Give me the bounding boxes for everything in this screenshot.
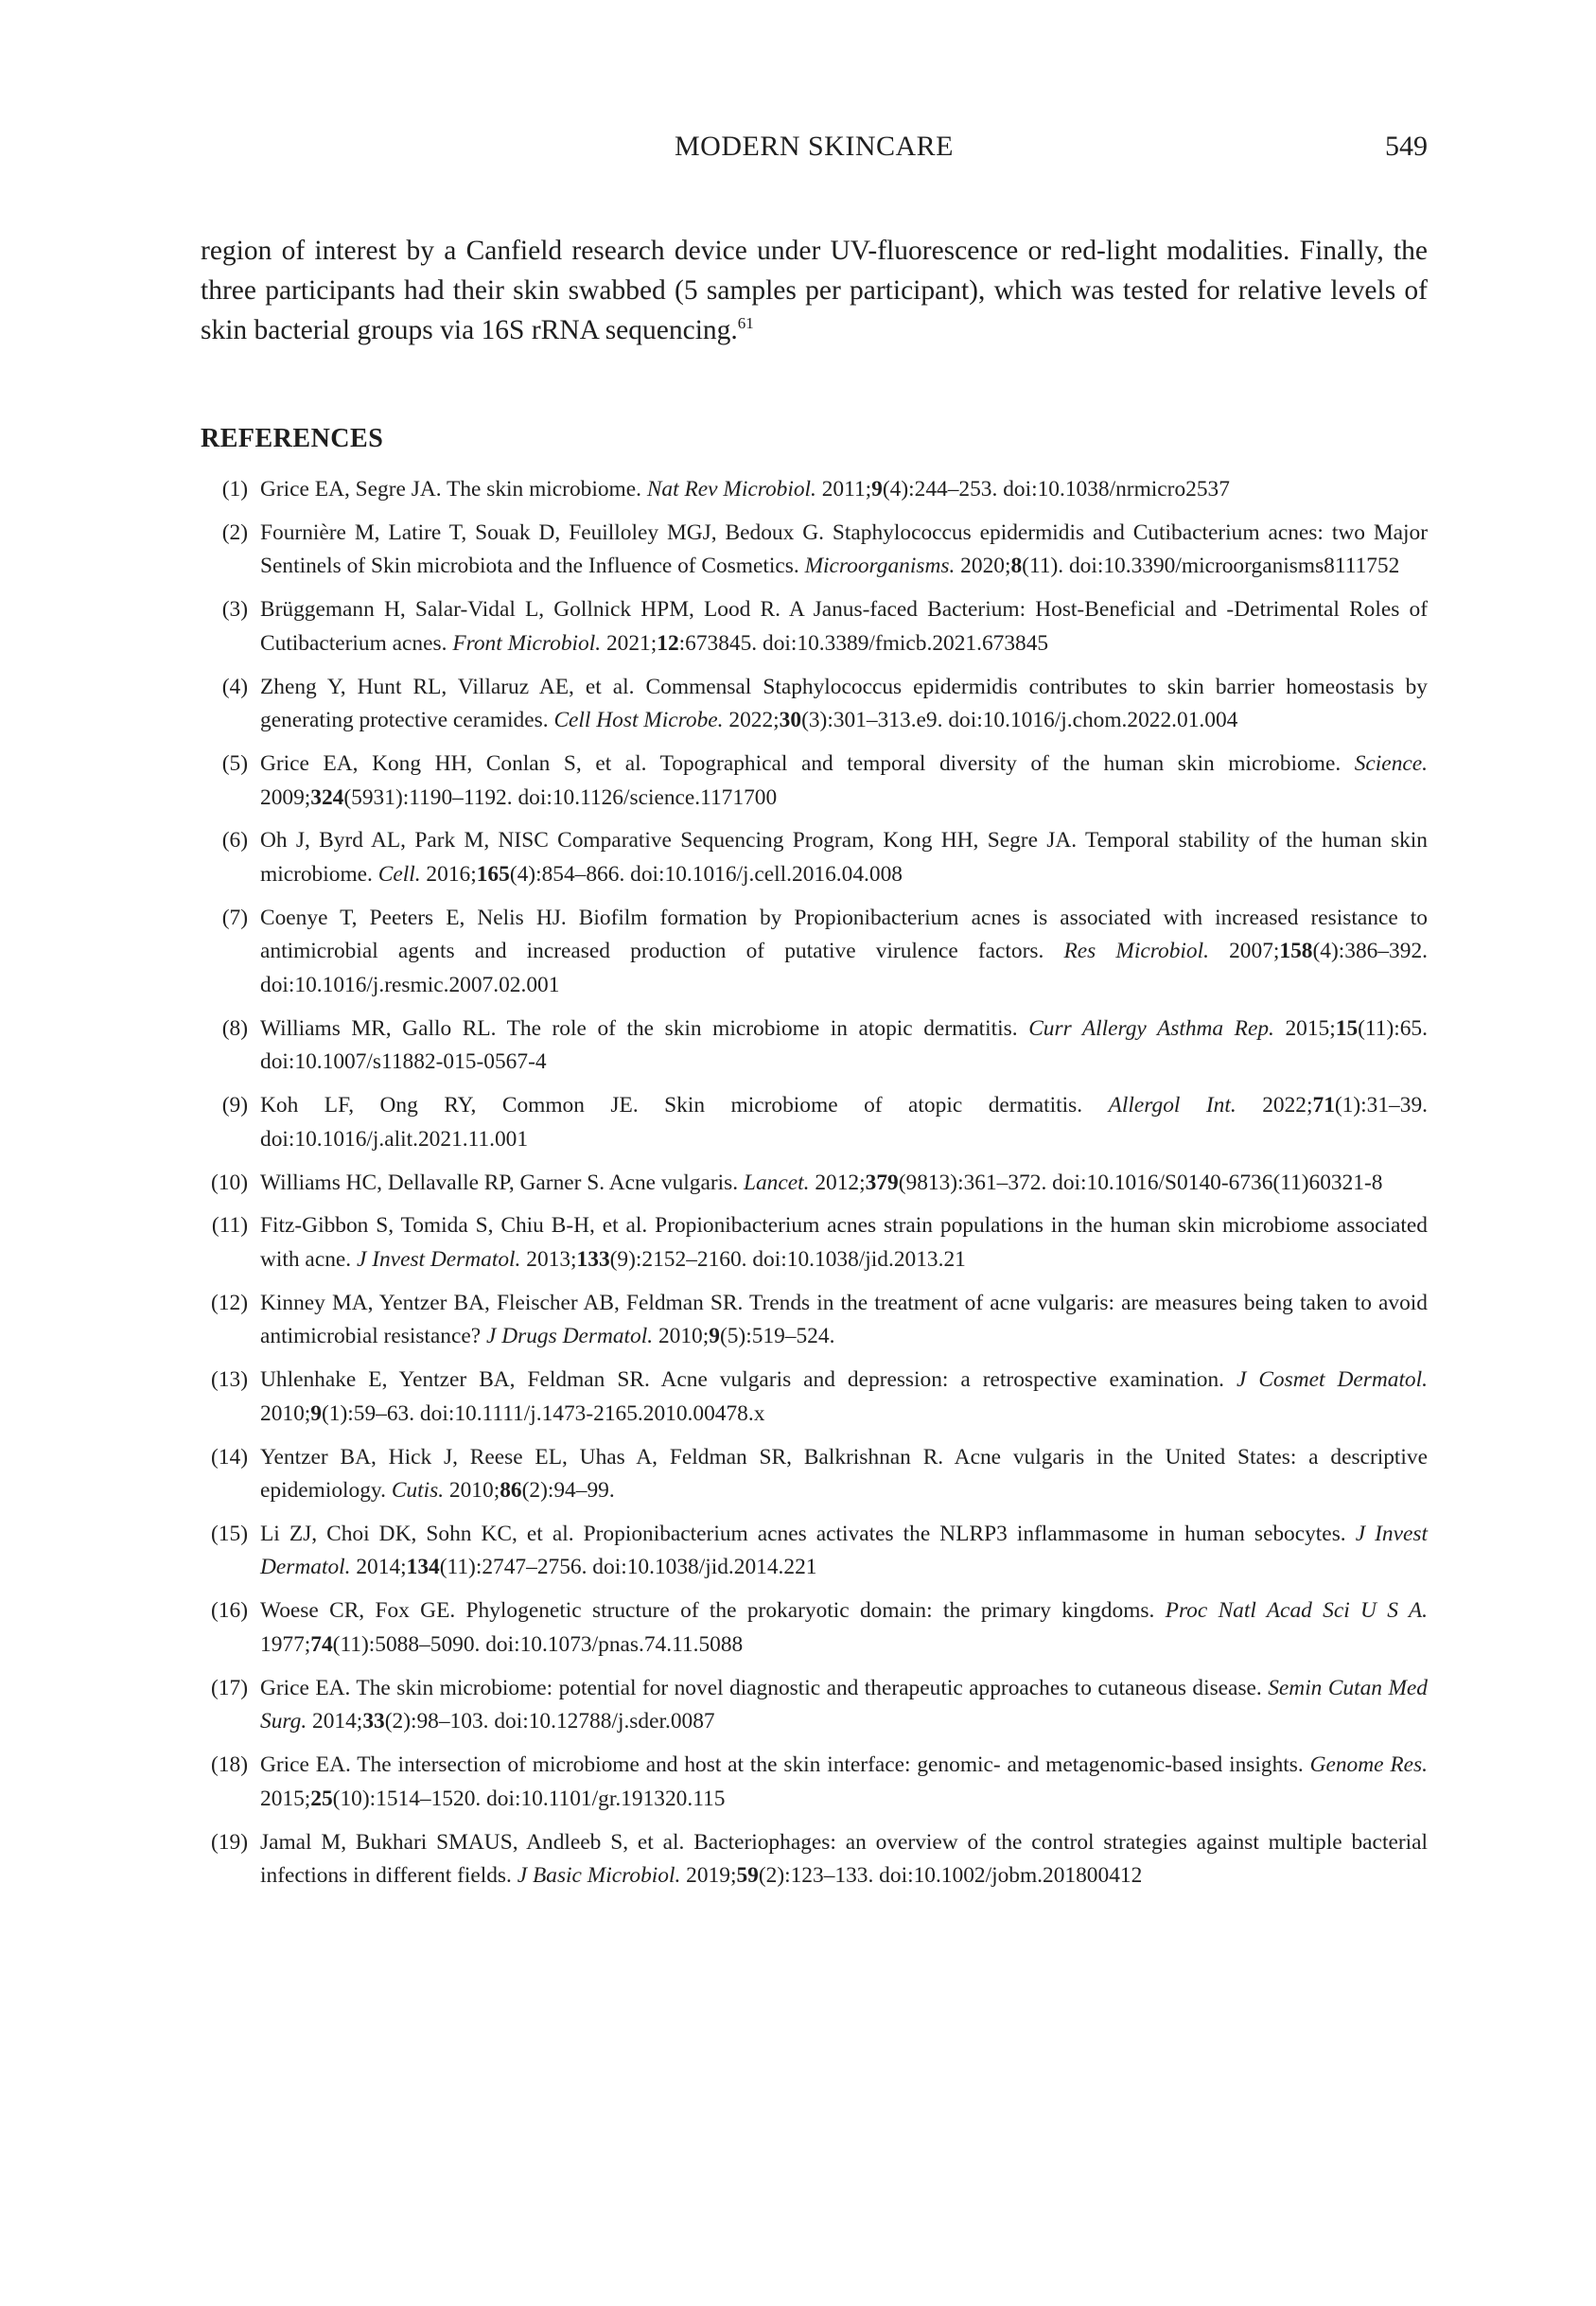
reference-authors-title: Grice EA. The skin microbiome: potential for novel diagnostic and therapeutic approaches to cutaneous disease.	[260, 1675, 1269, 1700]
reference-authors-title: Coenye T, Peeters E, Nelis HJ. Biofilm formation by Propionibacterium acnes is associated with increased resistance to antimicrobial agents and increased production of putative virulence factors.	[260, 905, 1428, 964]
reference-volume: 8	[1010, 554, 1023, 579]
reference-journal: Cell.	[377, 861, 421, 887]
reference-journal: J Invest Dermatol.	[356, 1246, 521, 1272]
reference-number: (19)	[211, 1829, 248, 1855]
reference-number: (16)	[211, 1598, 248, 1624]
reference-volume: 74	[310, 1631, 333, 1657]
reference-journal: J Cosmet Dermatol.	[1236, 1367, 1428, 1393]
reference-journal: J Invest Dermatol.	[260, 1521, 1428, 1580]
reference-pages-doi: (1):59–63. doi:10.1111/j.1473-2165.2010.00478.x	[321, 1400, 765, 1426]
reference-item	[201, 473, 1428, 507]
reference-volume: 9	[871, 477, 883, 502]
reference-number: (7)	[221, 905, 248, 930]
reference-pages-doi: (9813):361–372. doi:10.1016/S0140-6736(11)60321-8	[898, 1170, 1383, 1195]
reference-authors-title: Fournière M, Latire T, Souak D, Feuilloley MGJ, Bedoux G. Staphylococcus epidermidis and Cutibacterium acnes: two Major Sentinels of Skin microbiota and the Influence of Cosmetics.	[260, 519, 1428, 579]
reference-volume: 379	[865, 1170, 899, 1195]
reference-pages-doi: (3):301–313.e9. doi:10.1016/j.chom.2022.01.004	[801, 708, 1238, 733]
reference-pages-doi: (5931):1190–1192. doi:10.1126/science.1171700	[343, 784, 778, 810]
body-paragraph	[201, 231, 1428, 350]
reference-year: 2012;	[809, 1170, 866, 1195]
reference-journal: J Drugs Dermatol.	[486, 1324, 654, 1349]
reference-volume: 86	[500, 1478, 522, 1504]
reference-pages-doi: (11):5088–5090. doi:10.1073/pnas.74.11.5088	[332, 1631, 744, 1657]
citation-superscript: 61	[737, 314, 754, 333]
reference-item	[201, 902, 1428, 1003]
reference-journal: Curr Allergy Asthma Rep.	[1028, 1015, 1274, 1041]
reference-pages-doi: :673845. doi:10.3389/fmicb.2021.673845	[678, 630, 1049, 656]
reference-year: 2010;	[444, 1478, 500, 1504]
reference-number: (2)	[221, 519, 248, 545]
reference-authors-title: Brüggemann H, Salar-Vidal L, Gollnick HPM, Lood R. A Janus-faced Bacterium: Host-Beneficial and -Detrimental Roles of Cutibacterium acnes.	[260, 597, 1428, 656]
running-title: MODERN SKINCARE	[674, 131, 955, 162]
reference-authors-title: Williams HC, Dellavalle RP, Garner S. Acne vulgaris.	[260, 1170, 744, 1195]
reference-authors-title: Kinney MA, Yentzer BA, Fleischer AB, Feldman SR. Trends in the treatment of acne vulgaris: are measures being taken to avoid antimicrobial resistance?	[260, 1290, 1428, 1349]
reference-number: (3)	[221, 597, 248, 623]
reference-volume: 15	[1335, 1015, 1359, 1041]
body-paragraph-text: region of interest by a Canfield research device under UV-fluorescence or red-light modalities. Finally, the three participants had their skin swabbed (5 samples per participant), which was tested for relative levels of skin bacterial groups via 16S rRNA sequencing.	[201, 236, 1428, 345]
reference-journal: Front Microbiol.	[452, 630, 602, 656]
reference-volume: 324	[310, 784, 344, 810]
reference-journal: Lancet.	[743, 1170, 810, 1195]
reference-year: 2022;	[723, 708, 780, 733]
reference-volume: 134	[406, 1555, 440, 1580]
reference-volume: 59	[736, 1863, 759, 1889]
reference-number: (13)	[211, 1367, 248, 1393]
reference-volume: 9	[310, 1400, 322, 1426]
reference-item	[201, 1364, 1428, 1431]
reference-authors-title: Jamal M, Bukhari SMAUS, Andleeb S, et al. Bacteriophages: an overview of the control strategies against multiple bacterial infections in different fields.	[260, 1829, 1428, 1889]
reference-year: 2014;	[350, 1555, 407, 1580]
reference-number: (14)	[211, 1444, 248, 1470]
reference-journal: Microorganisms.	[804, 554, 956, 579]
reference-volume: 33	[362, 1709, 385, 1734]
reference-pages-doi: (4):386–392. doi:10.1016/j.resmic.2007.02.001	[260, 939, 1428, 997]
reference-year: 2020;	[955, 554, 1011, 579]
reference-item	[201, 1441, 1428, 1508]
reference-year: 1977;	[260, 1631, 311, 1657]
reference-year: 2016;	[420, 861, 477, 887]
reference-volume: 12	[657, 630, 679, 656]
reference-journal: Semin Cutan Med Surg.	[260, 1675, 1429, 1734]
reference-pages-doi: (9):2152–2160. doi:10.1038/jid.2013.21	[609, 1246, 966, 1272]
reference-number: (12)	[211, 1290, 248, 1315]
reference-authors-title: Yentzer BA, Hick J, Reese EL, Uhas A, Feldman SR, Balkrishnan R. Acne vulgaris in the United States: a descriptive epidemiology.	[260, 1444, 1428, 1504]
reference-journal: Allergol Int.	[1108, 1093, 1236, 1118]
reference-year: 2022;	[1236, 1093, 1313, 1118]
reference-number: (18)	[211, 1752, 248, 1778]
reference-authors-title: Williams MR, Gallo RL. The role of the skin microbiome in atopic dermatitis.	[260, 1015, 1029, 1041]
reference-year: 2007;	[1208, 939, 1280, 964]
reference-authors-title: Grice EA. The intersection of microbiome and host at the skin interface: genomic- and metagenomic-based insights.	[260, 1752, 1310, 1778]
reference-authors-title: Grice EA, Segre JA. The skin microbiome.	[260, 477, 647, 502]
reference-pages-doi: (11). doi:10.3390/microorganisms8111752	[1022, 554, 1400, 579]
reference-volume: 158	[1279, 939, 1313, 964]
reference-year: 2015;	[1273, 1015, 1336, 1041]
reference-number: (5)	[221, 751, 248, 777]
reference-authors-title: Woese CR, Fox GE. Phylogenetic structure of the prokaryotic domain: the primary kingdoms.	[260, 1598, 1166, 1624]
reference-journal: Proc Natl Acad Sci U S A.	[1165, 1598, 1428, 1624]
reference-item	[201, 1167, 1428, 1201]
reference-year: 2021;	[601, 630, 658, 656]
reference-number: (17)	[211, 1675, 248, 1700]
reference-authors-title: Grice EA, Kong HH, Conlan S, et al. Topographical and temporal diversity of the human skin microbiome.	[260, 751, 1355, 777]
reference-number: (10)	[211, 1170, 248, 1195]
reference-pages-doi: (2):123–133. doi:10.1002/jobm.201800412	[758, 1863, 1143, 1889]
reference-volume: 30	[779, 708, 802, 733]
references-heading: REFERENCES	[201, 424, 384, 453]
reference-number: (4)	[221, 674, 248, 699]
reference-authors-title: Uhlenhake E, Yentzer BA, Feldman SR. Acne vulgaris and depression: a retrospective examination.	[260, 1367, 1236, 1393]
reference-number: (15)	[211, 1521, 248, 1546]
reference-year: 2010;	[260, 1400, 311, 1426]
reference-year: 2014;	[307, 1709, 363, 1734]
reference-item	[201, 1089, 1428, 1156]
reference-item	[201, 671, 1428, 738]
reference-authors-title: Fitz-Gibbon S, Tomida S, Chiu B-H, et al. Propionibacterium acnes strain populations in the human skin microbiome associated with acne.	[260, 1213, 1428, 1272]
reference-authors-title: Oh J, Byrd AL, Park M, NISC Comparative Sequencing Program, Kong HH, Segre JA. Temporal stability of the human skin microbiome.	[260, 828, 1428, 887]
running-header	[201, 131, 1428, 168]
reference-item	[201, 1209, 1428, 1276]
reference-year: 2009;	[260, 784, 311, 810]
reference-journal: Res Microbiol.	[1063, 939, 1209, 964]
reference-year: 2010;	[653, 1324, 710, 1349]
reference-year: 2011;	[816, 477, 872, 502]
page-number: 549	[1385, 131, 1428, 162]
reference-number: (6)	[221, 828, 248, 854]
reference-list	[201, 473, 1428, 1903]
reference-item	[201, 1826, 1428, 1893]
reference-volume: 165	[476, 861, 510, 887]
reference-pages-doi: (2):94–99.	[521, 1478, 615, 1504]
reference-year: 2013;	[520, 1246, 577, 1272]
reference-item	[201, 748, 1428, 815]
reference-pages-doi: (1):31–39. doi:10.1016/j.alit.2021.11.001	[260, 1093, 1428, 1152]
reference-pages-doi: (4):244–253. doi:10.1038/nrmicro2537	[882, 477, 1230, 502]
reference-journal: Genome Res.	[1309, 1752, 1428, 1778]
reference-item	[201, 593, 1428, 660]
reference-number: (1)	[221, 477, 248, 502]
reference-volume: 9	[709, 1324, 720, 1349]
reference-pages-doi: (5):519–524.	[719, 1324, 835, 1349]
reference-journal: Cell Host Microbe.	[553, 708, 724, 733]
reference-volume: 71	[1312, 1093, 1335, 1118]
reference-volume: 133	[576, 1246, 610, 1272]
reference-item	[201, 1012, 1428, 1080]
reference-authors-title: Koh LF, Ong RY, Common JE. Skin microbiome of atopic dermatitis.	[260, 1093, 1109, 1118]
reference-authors-title: Zheng Y, Hunt RL, Villaruz AE, et al. Commensal Staphylococcus epidermidis contributes to skin barrier homeostasis by generating protective ceramides.	[260, 674, 1428, 733]
reference-volume: 25	[310, 1786, 333, 1811]
reference-item	[201, 1287, 1428, 1354]
reference-number: (9)	[221, 1093, 248, 1118]
reference-item	[201, 1518, 1428, 1585]
reference-journal: J Basic Microbiol.	[517, 1863, 681, 1889]
reference-pages-doi: (11):2747–2756. doi:10.1038/jid.2014.221	[439, 1555, 817, 1580]
reference-item	[201, 1749, 1428, 1816]
reference-pages-doi: (11):65. doi:10.1007/s11882-015-0567-4	[260, 1015, 1428, 1075]
reference-item	[201, 1672, 1428, 1739]
reference-journal: Science.	[1354, 751, 1428, 777]
reference-pages-doi: (10):1514–1520. doi:10.1101/gr.191320.115	[332, 1786, 726, 1811]
reference-journal: Nat Rev Microbiol.	[646, 477, 816, 502]
reference-year: 2019;	[680, 1863, 737, 1889]
reference-number: (8)	[221, 1015, 248, 1041]
reference-pages-doi: (4):854–866. doi:10.1016/j.cell.2016.04.008	[509, 861, 903, 887]
reference-number: (11)	[211, 1213, 248, 1239]
reference-journal: Cutis.	[391, 1478, 445, 1504]
reference-item	[201, 517, 1428, 584]
reference-item	[201, 824, 1428, 891]
reference-item	[201, 1594, 1428, 1662]
reference-year: 2015;	[260, 1786, 311, 1811]
reference-authors-title: Li ZJ, Choi DK, Sohn KC, et al. Propionibacterium acnes activates the NLRP3 inflammasome in human sebocytes.	[260, 1521, 1356, 1546]
reference-pages-doi: (2):98–103. doi:10.12788/j.sder.0087	[384, 1709, 715, 1734]
